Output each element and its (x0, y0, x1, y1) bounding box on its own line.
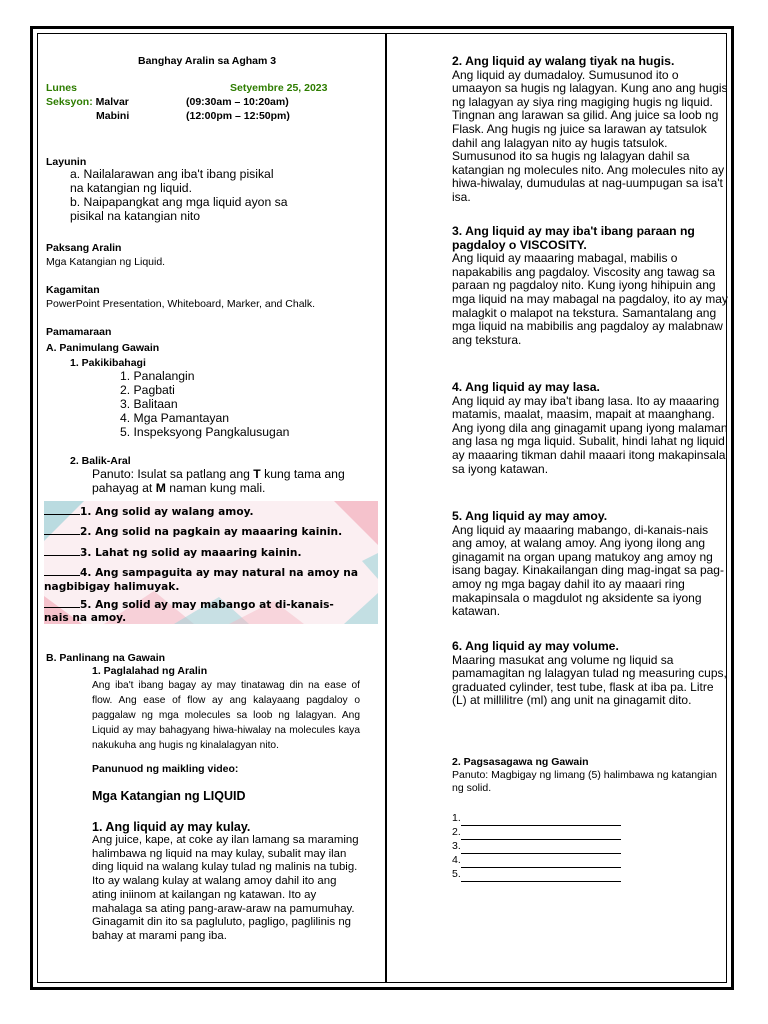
layunin-heading: Layunin (46, 156, 87, 168)
panuto-text-2a: pahayag at (92, 481, 156, 495)
section-name-1: Malvar (95, 96, 129, 108)
katangian-4 (452, 381, 728, 476)
katangian-2-title: 2. Ang liquid ay walang tiyak na hugis. (452, 54, 675, 68)
kagamitan-heading: Kagamitan (46, 284, 100, 296)
panuto-line-1 (92, 468, 345, 482)
katangian-6-title: 6. Ang liquid ay may volume. (452, 639, 619, 653)
katangian-3-body: Ang liquid ay maaaring mabagal, mabilis o napakabilis ang pagdaloy. Viscosity ang tawag sa paraan ng pagdaloy nito. Kung iyong hihipuin ang mga liquid na may mabagal na pagdaloy, ito ay may malagkit o malapot na tekstura. Samantalang ang mga liquid na mabibilis ang pagdaloy ay malabnaw ang tekstura. (452, 251, 728, 347)
layunin-b-line1: b. Naipapangkat ang mga liquid ayon sa (70, 195, 288, 209)
balik-aral-heading: 2. Balik-Aral (70, 455, 131, 467)
katangian-3-title: 3. Ang liquid ay may iba't ibang paraan ng pagdaloy o VISCOSITY. (452, 224, 695, 252)
quiz-item-2 (44, 524, 378, 539)
lesson-title: Banghay Aralin sa Agham 3 (138, 55, 277, 67)
katangian-5 (452, 510, 728, 619)
answer-blank-2[interactable] (44, 524, 80, 535)
quiz-item-4 (44, 565, 378, 580)
answer-blank-1[interactable] (44, 504, 80, 515)
answer-line-5-blank[interactable] (461, 868, 621, 882)
answer-blank-3[interactable] (44, 545, 80, 556)
katangian-2-body: Ang liquid ay dumadaloy. Sumusunod ito o umaayon sa hugis ng lalagyan. Kung ano ang hugis ng lalagyan ay siya ring magiging hugis ng liquid. Tingnan ang larawan sa gilid. Ang juice sa loob ng Flask. Ang hugis ng juice sa larawan ay tatsulok dahil ang lalagyan nito ay hugis tatsulok. Sumusunod ito sa hugis ng lalagyan dahil sa katangian ng molecules nito. Ang molecules nito ay hiwa-hiwalay, dumudulas at nag-uumpugan sa isa't isa. (452, 67, 728, 204)
answer-line-1-blank[interactable] (461, 812, 621, 826)
pakikibahagi-item-2: 2. Pagbati (120, 383, 175, 397)
panuto-text-1a: Panuto: Isulat sa patlang ang (92, 467, 254, 481)
paksang-aralin-heading: Paksang Aralin (46, 242, 122, 254)
section-time-2: (12:00pm – 12:50pm) (186, 110, 290, 122)
answer-line-2 (452, 826, 621, 840)
seksyon-label: Seksyon: (46, 96, 93, 108)
quiz-item-5 (44, 597, 378, 612)
katangian-3 (452, 225, 728, 347)
panimulang-gawain-heading: A. Panimulang Gawain (46, 342, 160, 354)
answer-line-2-blank[interactable] (461, 826, 621, 840)
day-label: Lunes (46, 82, 77, 94)
pakikibahagi-item-5: 5. Inspeksyong Pangkalusugan (120, 425, 290, 439)
answer-line-1 (452, 812, 621, 826)
panuto-text-1b: kung tama ang (260, 467, 345, 481)
layunin-a-line1: a. Nailalarawan ang iba't ibang pisikal (70, 167, 274, 181)
katangian-4-body: Ang liquid ay may iba't ibang lasa. Ito ay maaaring matamis, maalat, maasim, mapait at maanghang. Ang iyong dila ang ginagamit upang iyong malaman ang lasa ng mga liquid. Subalit, hindi lahat ng liquid ay maaaring tikman dahil maaari itong makapinsala sa iyong katawan. (452, 393, 728, 476)
katangian-1-title: 1. Ang liquid ay may kulay. (92, 820, 251, 834)
quiz-item-2-text: 2. Ang solid na pagkain ay maaaring kainin. (80, 526, 343, 539)
katangian-5-body: Ang liquid ay maaaring mabango, di-kanais-nais ang amoy, at walang amoy. Ang iyong ilong ang ginagamit na organ upang matukoy ang amoy ng isang bagay. Kinakailangan ding mag-ingat sa pag-amoy ng mga bagay dahil ito ay maaari ring makapinsala o magdulot ng aksidente sa iyong katawan. (452, 522, 724, 619)
katangian-6 (452, 640, 728, 708)
answer-line-4-blank[interactable] (461, 854, 621, 868)
quiz-item-4-text: 4. Ang sampaguita ay may natural na amoy na (80, 567, 358, 580)
katangian-6-body: Maaring masukat ang volume ng liquid sa pamamagitan ng lalagyan tulad ng measuring cups, graduated cylinder, test tube, flask at iba pa. Litre (L) at millilitre (ml) ang unit na ginagamit dito. (452, 652, 727, 708)
pakikibahagi-heading: 1. Pakikibahagi (70, 357, 146, 369)
katangian-4-title: 4. Ang liquid ay may lasa. (452, 380, 600, 394)
pagsasagawa-heading: 2. Pagsasagawa ng Gawain (452, 756, 589, 768)
layunin-b-line2: pisikal na katangian nito (70, 209, 201, 223)
paglalahad-paragraph: Ang iba't ibang bagay ay may tinatawag din na ease of flow. Ang ease of flow ay ang kalayaang pagdaloy o paggalaw ng mga molecules sa loob ng lalagyan. Ang Liquid ay may bahagyang hiwa-hiwalay na molecules kaya nakukuha ang hugis ng kinalalagyan nito. (92, 680, 360, 751)
answer-blank-4[interactable] (44, 565, 80, 576)
answer-line-4-number: 4. (452, 854, 461, 866)
section-row-1 (46, 96, 129, 109)
paglalahad-heading: 1. Paglalahad ng Aralin (92, 665, 208, 677)
balik-aral-quiz-box (44, 501, 378, 624)
date-label: Setyembre 25, 2023 (230, 82, 328, 94)
quiz-item-5-text: 5. Ang solid ay may mabango at di-kanais- (80, 599, 334, 612)
panuto-letter-t: T (253, 467, 261, 481)
pakikibahagi-item-1: 1. Panalangin (120, 369, 195, 383)
quiz-item-5-cont: nais na amoy. (44, 612, 127, 624)
answer-line-3 (452, 840, 621, 854)
layunin-a-line2: na katangian ng liquid. (70, 181, 192, 195)
panuto-line-2 (92, 482, 265, 496)
pagsasagawa-panuto: Panuto: Magbigay ng limang (5) halimbawa ng katangian ng solid. (452, 769, 717, 794)
quiz-items (44, 501, 378, 624)
quiz-item-1 (44, 504, 378, 519)
panlinang-heading: B. Panlinang na Gawain (46, 652, 166, 664)
paksang-aralin-value: Mga Katangian ng Liquid. (46, 256, 166, 268)
answer-line-3-blank[interactable] (461, 840, 621, 854)
katangian-5-title: 5. Ang liquid ay may amoy. (452, 509, 608, 523)
video-label: Panunuod ng maikling video: (92, 763, 239, 775)
panuto-letter-m: M (155, 481, 166, 495)
section-time-1: (09:30am – 10:20am) (186, 96, 289, 108)
panuto-text-2b: naman kung mali. (165, 481, 266, 495)
quiz-item-4-cont: nagbibigay halimuyak. (44, 580, 180, 593)
pakikibahagi-item-3: 3. Balitaan (120, 397, 178, 411)
quiz-item-3-text: 3. Lahat ng solid ay maaaring kainin. (80, 546, 302, 559)
pakikibahagi-item-4: 4. Mga Pamantayan (120, 411, 230, 425)
column-divider (385, 33, 387, 983)
answer-line-1-number: 1. (452, 812, 461, 824)
video-title: Mga Katangian ng LIQUID (92, 789, 246, 803)
answer-line-2-number: 2. (452, 826, 461, 838)
quiz-item-3 (44, 545, 378, 560)
answer-line-4 (452, 854, 621, 868)
answer-blank-5[interactable] (44, 597, 80, 608)
answer-line-5-number: 5. (452, 868, 461, 880)
quiz-item-1-text: 1. Ang solid ay walang amoy. (80, 506, 254, 518)
katangian-1-body: Ang juice, kape, at coke ay ilan lamang sa maraming halimbawa ng liquid na may kulay, subalit may ilan ding liquid na walang kulay tulad ng malinis na tubig. Ito ay walang kulay at walang amoy dahil ito ang ating iniinom at kailangan ng katawan. Ito ay mahalaga sa ating pang-araw-araw na pamumuhay. Ginagamit din ito sa pagluluto, pagligo, paglilinis ng bahay at marami pang iba. (92, 834, 359, 942)
kagamitan-value: PowerPoint Presentation, Whiteboard, Marker, and Chalk. (46, 298, 316, 310)
answer-line-3-number: 3. (452, 840, 461, 852)
katangian-2 (452, 55, 728, 205)
katangian-1 (92, 820, 362, 944)
pamamaraan-heading: Pamamaraan (46, 326, 112, 338)
section-name-2: Mabini (96, 110, 130, 122)
answer-line-5 (452, 868, 621, 882)
